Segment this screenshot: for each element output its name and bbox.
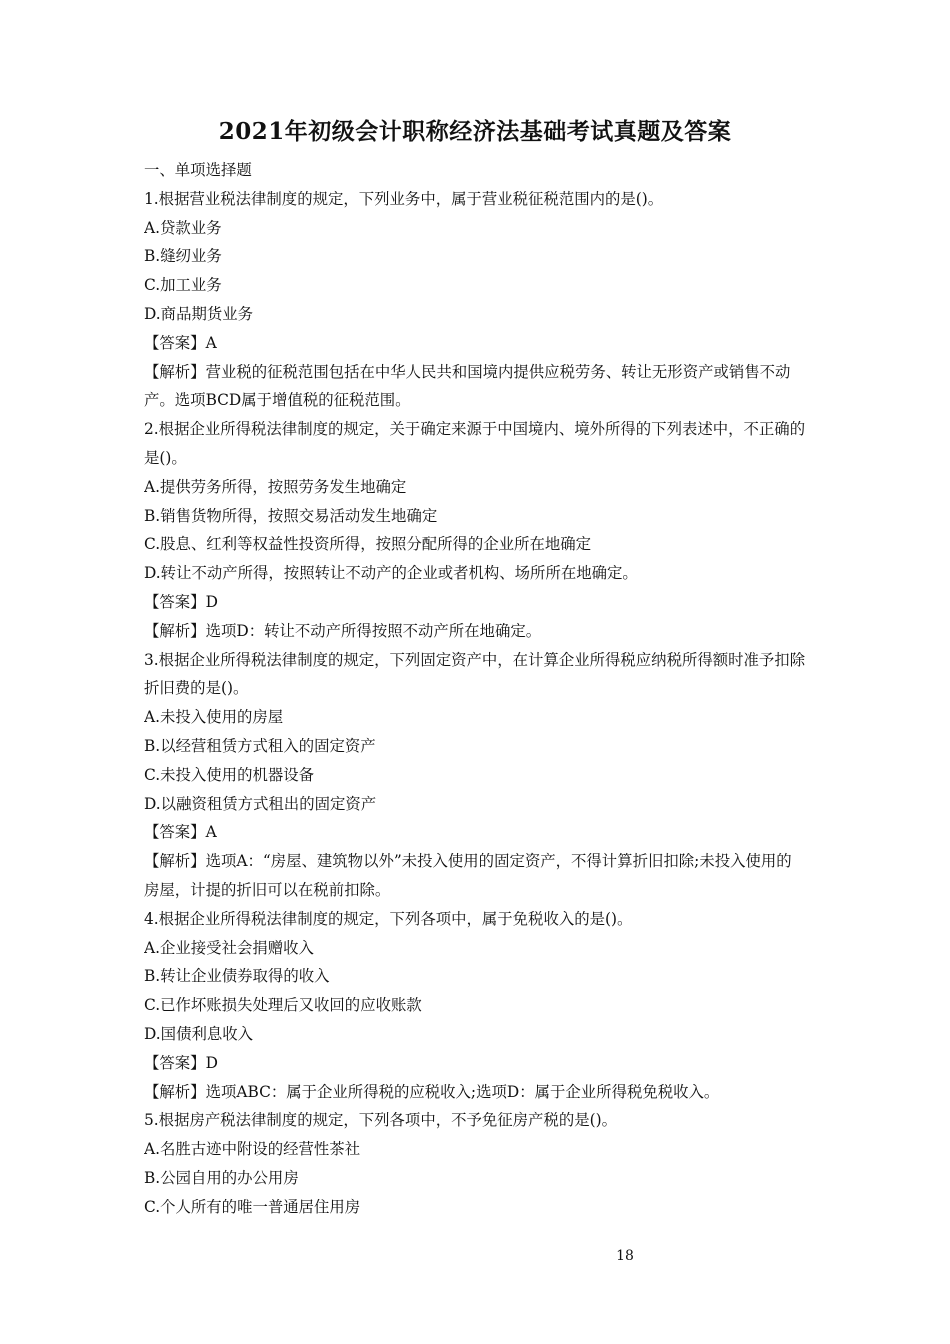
option-b: B.缝纫业务 [144, 247, 222, 266]
analysis-paragraph [144, 358, 806, 416]
page-number: 18 [616, 1248, 634, 1264]
analysis-text: 选项ABC：属于企业所得税的应税收入;选项D：属于企业所得税免税收入。 [205, 1082, 720, 1101]
answer-line [144, 1049, 806, 1078]
answer-tag: 【答案】 [144, 1053, 206, 1072]
answer-line [144, 588, 806, 617]
option-d: D.以融资租赁方式租出的固定资产 [144, 794, 377, 813]
option-a: A.企业接受社会捐赠收入 [144, 938, 314, 957]
question-stem: 3.根据企业所得税法律制度的规定，下列固定资产中，在计算企业所得税应纳税所得额时准予扣除折旧费的是()。 [144, 650, 806, 698]
question-stem: 1.根据营业税法律制度的规定，下列业务中，属于营业税征税范围内的是()。 [144, 189, 664, 208]
question-stem: 2.根据企业所得税法律制度的规定，关于确定来源于中国境内、境外所得的下列表述中，不正确的是()。 [144, 420, 806, 467]
option-c: C.加工业务 [144, 276, 222, 295]
option-c: C.已作坏账损失处理后又收回的应收账款 [144, 996, 422, 1015]
question-5 [144, 1106, 806, 1221]
option-c: C.未投入使用的机器设备 [144, 765, 315, 784]
analysis-tag: 【解析】 [144, 1082, 206, 1101]
option-a: A.贷款业务 [144, 218, 222, 237]
analysis-text: 选项A：“房屋、建筑物以外”未投入使用的固定资产，不得计算折旧扣除;未投入使用的房屋，计提的折旧可以在税前扣除。 [144, 852, 792, 899]
answer-tag: 【答案】 [144, 823, 206, 842]
question-1 [144, 185, 806, 415]
analysis-tag: 【解析】 [144, 362, 206, 381]
analysis-paragraph [144, 1078, 806, 1107]
analysis-paragraph [144, 617, 806, 646]
option-b: B.转让企业债券取得的收入 [144, 967, 330, 986]
option-a: A.名胜古迹中附设的经营性茶社 [144, 1140, 361, 1159]
answer-tag: 【答案】 [144, 592, 206, 611]
page-title: 2021年初级会计职称经济法基础考试真题及答案 [218, 118, 732, 145]
analysis-paragraph [144, 847, 806, 905]
answer-line [144, 329, 806, 358]
option-b: B.销售货物所得，按照交易活动发生地确定 [144, 506, 438, 525]
question-stem: 4.根据企业所得税法律制度的规定，下列各项中，属于免税收入的是()。 [144, 909, 633, 928]
option-a: A.未投入使用的房屋 [144, 708, 284, 727]
option-a: A.提供劳务所得，按照劳务发生地确定 [144, 477, 407, 496]
analysis-text: 选项D：转让不动产所得按照不动产所在地确定。 [205, 621, 542, 640]
answer-value: A [205, 823, 217, 842]
question-4 [144, 905, 806, 1107]
option-b: B.以经营租赁方式租入的固定资产 [144, 736, 376, 755]
section-heading: 一、单项选择题 [144, 161, 252, 179]
question-2 [144, 415, 806, 645]
document-body [144, 156, 806, 1221]
answer-value: A [205, 333, 217, 352]
option-b: B.公园自用的办公用房 [144, 1168, 299, 1187]
question-stem: 5.根据房产税法律制度的规定，下列各项中，不予免征房产税的是()。 [144, 1111, 618, 1130]
option-c: C.股息、红利等权益性投资所得，按照分配所得的企业所在地确定 [144, 535, 592, 554]
answer-tag: 【答案】 [144, 333, 206, 352]
option-d: D.商品期货业务 [144, 304, 254, 323]
option-d: D.国债利息收入 [144, 1024, 254, 1043]
analysis-tag: 【解析】 [144, 621, 206, 640]
analysis-tag: 【解析】 [144, 852, 206, 871]
answer-line [144, 818, 806, 847]
option-d: D.转让不动产所得，按照转让不动产的企业或者机构、场所所在地确定。 [144, 564, 638, 583]
option-c: C.个人所有的唯一普通居住用房 [144, 1197, 361, 1216]
question-3 [144, 646, 806, 905]
analysis-text: 营业税的征税范围包括在中华人民共和国境内提供应税劳务、转让无形资产或销售不动产。选项BCD属于增值税的征税范围。 [144, 362, 791, 410]
answer-value: D [205, 1053, 218, 1072]
answer-value: D [205, 592, 218, 611]
